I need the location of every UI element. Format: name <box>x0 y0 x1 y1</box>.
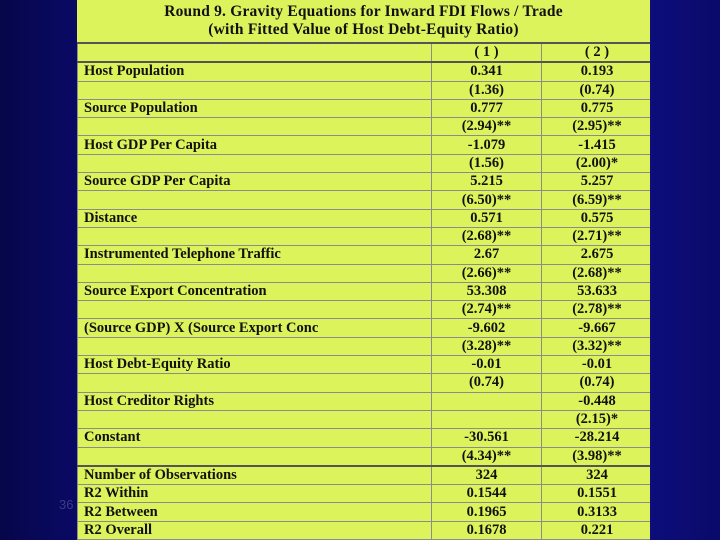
row-label <box>78 374 432 392</box>
col-2-value: (2.95)** <box>542 118 651 136</box>
header-col-1: ( 1 ) <box>432 43 542 62</box>
col-1-value: 5.215 <box>432 173 542 191</box>
row-label <box>78 301 432 319</box>
col-2-value: 0.221 <box>542 521 651 539</box>
col-1-value: 0.571 <box>432 209 542 227</box>
col-1-value: (2.66)** <box>432 264 542 282</box>
table-row <box>78 99 651 117</box>
table-row <box>78 521 651 539</box>
col-1-value: (2.94)** <box>432 118 542 136</box>
table-row <box>78 374 651 392</box>
row-label <box>78 191 432 209</box>
table-row <box>78 392 651 410</box>
table-row <box>78 301 651 319</box>
row-label <box>78 154 432 172</box>
row-label: Source GDP Per Capita <box>78 173 432 191</box>
row-label: Distance <box>78 209 432 227</box>
row-label <box>78 410 432 428</box>
col-2-value: 0.3133 <box>542 503 651 521</box>
table-row <box>78 282 651 300</box>
col-1-value: (3.28)** <box>432 337 542 355</box>
col-1-value: -30.561 <box>432 429 542 447</box>
row-label: Number of Observations <box>78 466 432 485</box>
col-2-value: 324 <box>542 466 651 485</box>
col-2-value: (0.74) <box>542 374 651 392</box>
table-row <box>78 319 651 337</box>
row-label <box>78 264 432 282</box>
table-row <box>78 337 651 355</box>
col-2-value: 0.193 <box>542 62 651 81</box>
table-row <box>78 429 651 447</box>
row-label <box>78 118 432 136</box>
header-blank <box>78 43 432 62</box>
col-1-value: -1.079 <box>432 136 542 154</box>
col-1-value: (2.68)** <box>432 227 542 245</box>
table-row <box>78 356 651 374</box>
col-1-value: (2.74)** <box>432 301 542 319</box>
col-2-value: -0.01 <box>542 356 651 374</box>
col-2-value: 53.633 <box>542 282 651 300</box>
row-label <box>78 447 432 466</box>
row-label: Constant <box>78 429 432 447</box>
row-label: Instrumented Telephone Traffic <box>78 246 432 264</box>
col-2-value: -9.667 <box>542 319 651 337</box>
header-col-2: ( 2 ) <box>542 43 651 62</box>
col-1-value: -9.602 <box>432 319 542 337</box>
title-line-1: Round 9. Gravity Equations for Inward FDI Flows / Trade <box>164 3 563 20</box>
table-row <box>78 447 651 466</box>
col-2-value: (3.32)** <box>542 337 651 355</box>
row-label: Host Creditor Rights <box>78 392 432 410</box>
row-label: R2 Overall <box>78 521 432 539</box>
col-2-value: (3.98)** <box>542 447 651 466</box>
row-label <box>78 337 432 355</box>
table-row <box>78 485 651 503</box>
col-2-value: (6.59)** <box>542 191 651 209</box>
col-2-value: -0.448 <box>542 392 651 410</box>
col-1-value: 53.308 <box>432 282 542 300</box>
col-1-value: 0.341 <box>432 62 542 81</box>
row-label: Host Debt-Equity Ratio <box>78 356 432 374</box>
row-label: Source Population <box>78 99 432 117</box>
col-2-value: (2.78)** <box>542 301 651 319</box>
table-row <box>78 118 651 136</box>
col-2-value: 0.575 <box>542 209 651 227</box>
row-label <box>78 81 432 99</box>
col-2-value: 5.257 <box>542 173 651 191</box>
header-row <box>78 43 651 62</box>
table-row <box>78 503 651 521</box>
table-row <box>78 227 651 245</box>
col-2-value: (0.74) <box>542 81 651 99</box>
table-row <box>78 466 651 485</box>
col-2-value: 2.675 <box>542 246 651 264</box>
col-1-value: -0.01 <box>432 356 542 374</box>
col-1-value: 0.1965 <box>432 503 542 521</box>
col-2-value: (2.71)** <box>542 227 651 245</box>
col-1-value: (1.56) <box>432 154 542 172</box>
regression-table <box>77 42 650 540</box>
row-label <box>78 227 432 245</box>
col-2-value: -1.415 <box>542 136 651 154</box>
row-label: Host GDP Per Capita <box>78 136 432 154</box>
col-1-value: (1.36) <box>432 81 542 99</box>
col-1-value <box>432 392 542 410</box>
slide-number: 36 <box>59 497 74 512</box>
col-1-value: 0.1544 <box>432 485 542 503</box>
col-1-value: (6.50)** <box>432 191 542 209</box>
title-line-2: (with Fitted Value of Host Debt-Equity Ratio) <box>208 21 519 38</box>
col-2-value: -28.214 <box>542 429 651 447</box>
table-row <box>78 410 651 428</box>
row-label: R2 Within <box>78 485 432 503</box>
table-row <box>78 264 651 282</box>
col-2-value: (2.00)* <box>542 154 651 172</box>
col-2-value: (2.15)* <box>542 410 651 428</box>
col-2-value: 0.775 <box>542 99 651 117</box>
table-row <box>78 173 651 191</box>
row-label: Host Population <box>78 62 432 81</box>
col-1-value: (4.34)** <box>432 447 542 466</box>
col-2-value: 0.1551 <box>542 485 651 503</box>
table-row <box>78 81 651 99</box>
col-1-value: (0.74) <box>432 374 542 392</box>
col-1-value: 0.777 <box>432 99 542 117</box>
col-1-value <box>432 410 542 428</box>
table-row <box>78 209 651 227</box>
table-row <box>78 246 651 264</box>
row-label: (Source GDP) X (Source Export Conc <box>78 319 432 337</box>
col-1-value: 0.1678 <box>432 521 542 539</box>
table-row <box>78 154 651 172</box>
table-row <box>78 191 651 209</box>
regression-table-panel <box>77 0 650 540</box>
row-label: R2 Between <box>78 503 432 521</box>
col-1-value: 324 <box>432 466 542 485</box>
table-row <box>78 62 651 81</box>
col-2-value: (2.68)** <box>542 264 651 282</box>
table-title <box>77 0 650 42</box>
col-1-value: 2.67 <box>432 246 542 264</box>
row-label: Source Export Concentration <box>78 282 432 300</box>
table-row <box>78 136 651 154</box>
